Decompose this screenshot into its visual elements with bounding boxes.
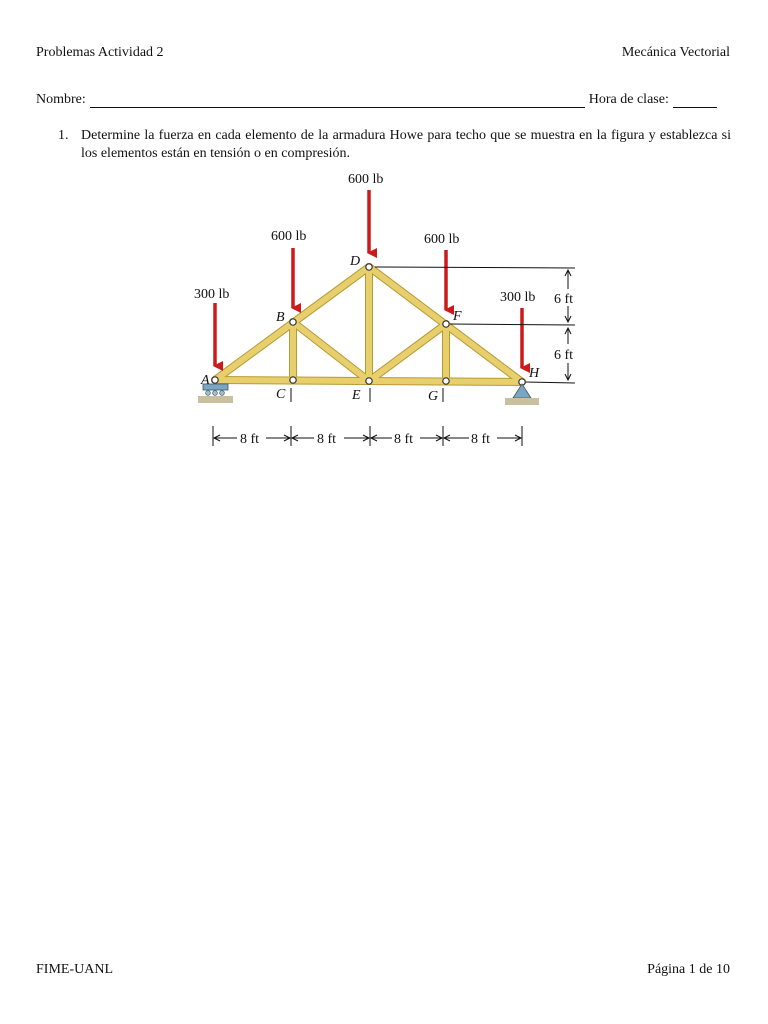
joint-label-G: G [428, 389, 439, 404]
load-label-H: 300 lb [500, 290, 536, 305]
load-label-F: 600 lb [424, 232, 460, 247]
pin-support-icon [505, 384, 539, 405]
header-course: Problemas Actividad 2 [36, 45, 164, 60]
span-label-3: 8 ft [394, 432, 414, 447]
joint-label-D: D [350, 254, 361, 269]
span-label-4: 8 ft [471, 432, 491, 447]
footer-institution: FIME-UANL [36, 962, 113, 977]
span-label-2: 8 ft [317, 432, 337, 447]
joint-C [290, 377, 296, 383]
span-label-1: 8 ft [240, 432, 260, 447]
footer-page-number: Página 1 de 10 [647, 962, 730, 977]
header-subject: Mecánica Vectorial [621, 45, 730, 60]
load-label-A: 300 lb [194, 287, 230, 302]
joint-label-E: E [352, 388, 361, 403]
joint-label-C: C [276, 387, 286, 402]
joint-G [443, 378, 449, 384]
joint-label-A: A [201, 373, 210, 388]
height-label-lower: 6 ft [554, 348, 574, 363]
joint-label-B: B [276, 310, 285, 325]
joint-E [366, 378, 372, 384]
problem-number: 1. [58, 128, 69, 143]
joint-A [212, 377, 218, 383]
height-dimensions [375, 267, 575, 383]
name-label: Nombre: [36, 92, 86, 107]
joint-D [366, 264, 372, 270]
joint-label-H: H [529, 366, 540, 381]
load-label-B: 600 lb [271, 229, 307, 244]
height-label-upper: 6 ft [554, 292, 574, 307]
joint-label-F: F [453, 309, 462, 324]
load-label-D: 600 lb [348, 172, 384, 187]
joint-F [443, 321, 449, 327]
member-BE [293, 322, 369, 381]
problem-text: Determine la fuerza en cada elemento de la armadura Howe para techo que se muestra en la figura y establezca si los elementos están en tensión o en compresión. [81, 128, 731, 161]
member-EF [369, 324, 446, 381]
class-hour-label: Hora de clase: [588, 92, 669, 107]
joint-B [290, 319, 296, 325]
